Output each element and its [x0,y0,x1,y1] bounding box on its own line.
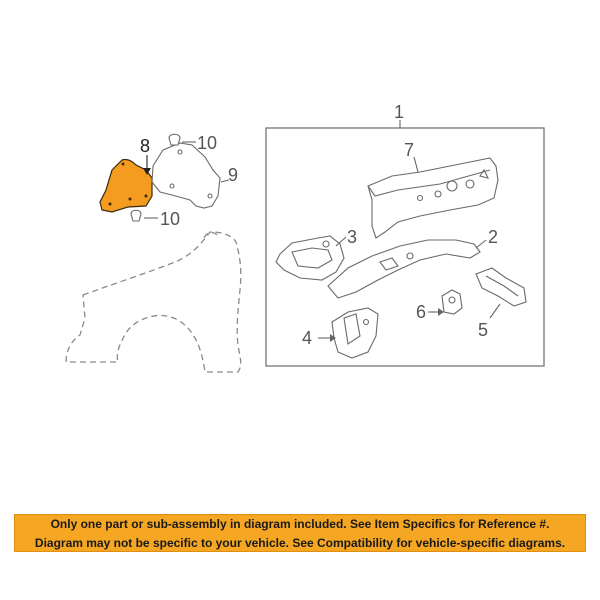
disclaimer-banner [14,514,586,552]
part-10-clip-upper [169,134,180,145]
label-6: 6 [416,302,427,322]
label-7: 7 [404,140,415,160]
part-2 [328,240,480,298]
leader-2 [476,240,486,248]
part-10-clip-lower [131,210,141,221]
part-5 [476,268,526,306]
label-4: 4 [302,328,313,348]
part-3 [276,236,344,280]
label-10-upper: 10 [197,133,218,153]
label-9: 9 [228,165,239,185]
part-6 [442,290,462,314]
disclaimer-line-1: Only one part or sub-assembly in diagram included. See Item Specifics for Reference #. [50,517,550,531]
disclaimer-line-2: Diagram may not be specific to your vehicle. See Compatibility for vehicle-specific diagrams. [34,536,566,550]
part-8-highlighted [100,159,152,212]
label-5: 5 [478,320,489,340]
label-8: 8 [140,136,151,156]
leader-5 [490,304,500,318]
label-3: 3 [347,227,358,247]
label-10-lower: 10 [160,209,181,229]
part-4 [332,308,378,358]
fender-outline [66,232,241,372]
part-7 [368,158,498,238]
label-2: 2 [488,227,499,247]
leader-7 [414,157,418,172]
label-1: 1 [394,102,405,122]
